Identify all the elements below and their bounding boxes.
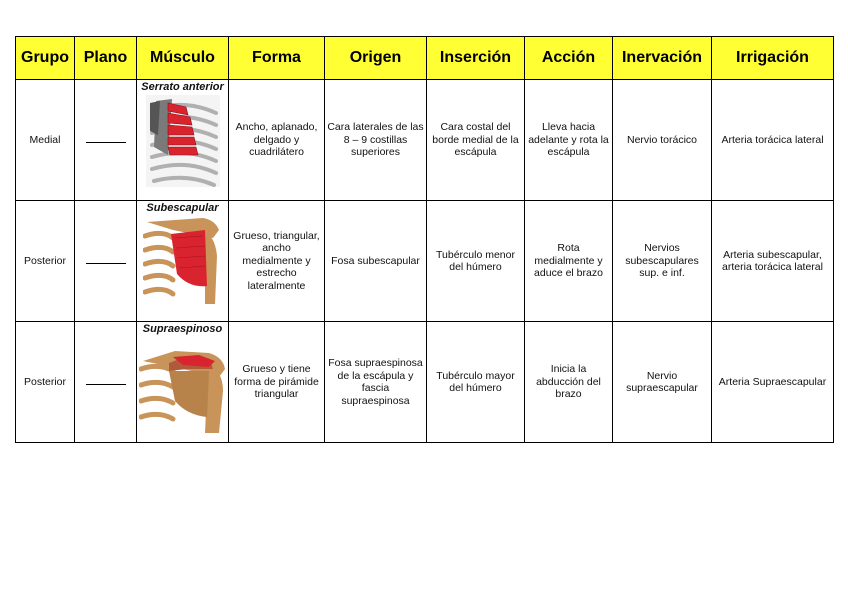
origen-cell: Fosa supraespinosa de la escápula y fascia supraespinosa	[325, 322, 427, 443]
subescapular-illustration	[143, 216, 223, 304]
plano-cell	[75, 80, 137, 201]
inervacion-cell: Nervio supraescapular	[613, 322, 712, 443]
origen-cell: Fosa subescapular	[325, 201, 427, 322]
forma-cell: Grueso, triangular, ancho medialmente y estrecho lateralmente	[229, 201, 325, 322]
grupo-cell: Posterior	[16, 201, 75, 322]
accion-cell: Lleva hacia adelante y rota la escápula	[525, 80, 613, 201]
plano-cell	[75, 201, 137, 322]
grupo-cell: Medial	[16, 80, 75, 201]
musculo-name: Supraespinoso	[142, 323, 223, 335]
grupo-cell: Posterior	[16, 322, 75, 443]
header-plano: Plano	[75, 37, 137, 80]
insercion-cell: Tubérculo mayor del húmero	[427, 322, 525, 443]
header-inervacion: Inervación	[613, 37, 712, 80]
header-irrigacion: Irrigación	[712, 37, 834, 80]
header-grupo: Grupo	[16, 37, 75, 80]
inervacion-cell: Nervio torácico	[613, 80, 712, 201]
musculo-cell	[137, 322, 229, 443]
forma-cell: Grueso y tiene forma de pirámide triangular	[229, 322, 325, 443]
accion-cell: Rota medialmente y aduce el brazo	[525, 201, 613, 322]
musculo-cell	[137, 201, 229, 322]
origen-cell: Cara laterales de las 8 – 9 costillas superiores	[325, 80, 427, 201]
irrigacion-cell: Arteria torácica lateral	[712, 80, 834, 201]
supraespinoso-illustration	[139, 337, 227, 433]
serrato-anterior-illustration	[146, 95, 220, 187]
header-musculo: Músculo	[137, 37, 229, 80]
header-row	[16, 37, 834, 80]
musculo-cell	[137, 80, 229, 201]
table-row	[16, 322, 834, 443]
musculo-name: Subescapular	[146, 202, 219, 214]
insercion-cell: Cara costal del borde medial de la escápula	[427, 80, 525, 201]
plano-blank	[86, 384, 126, 385]
plano-blank	[86, 142, 126, 143]
musculo-name: Serrato anterior	[141, 81, 224, 93]
plano-blank	[86, 263, 126, 264]
header-accion: Acción	[525, 37, 613, 80]
plano-cell	[75, 322, 137, 443]
accion-cell: Inicia la abducción del brazo	[525, 322, 613, 443]
muscle-table	[15, 36, 834, 443]
table-row	[16, 80, 834, 201]
header-insercion: Inserción	[427, 37, 525, 80]
irrigacion-cell: Arteria Supraescapular	[712, 322, 834, 443]
insercion-cell: Tubérculo menor del húmero	[427, 201, 525, 322]
table-row	[16, 201, 834, 322]
inervacion-cell: Nervios subescapulares sup. e inf.	[613, 201, 712, 322]
header-forma: Forma	[229, 37, 325, 80]
header-origen: Origen	[325, 37, 427, 80]
irrigacion-cell: Arteria subescapular, arteria torácica lateral	[712, 201, 834, 322]
forma-cell: Ancho, aplanado, delgado y cuadrilátero	[229, 80, 325, 201]
